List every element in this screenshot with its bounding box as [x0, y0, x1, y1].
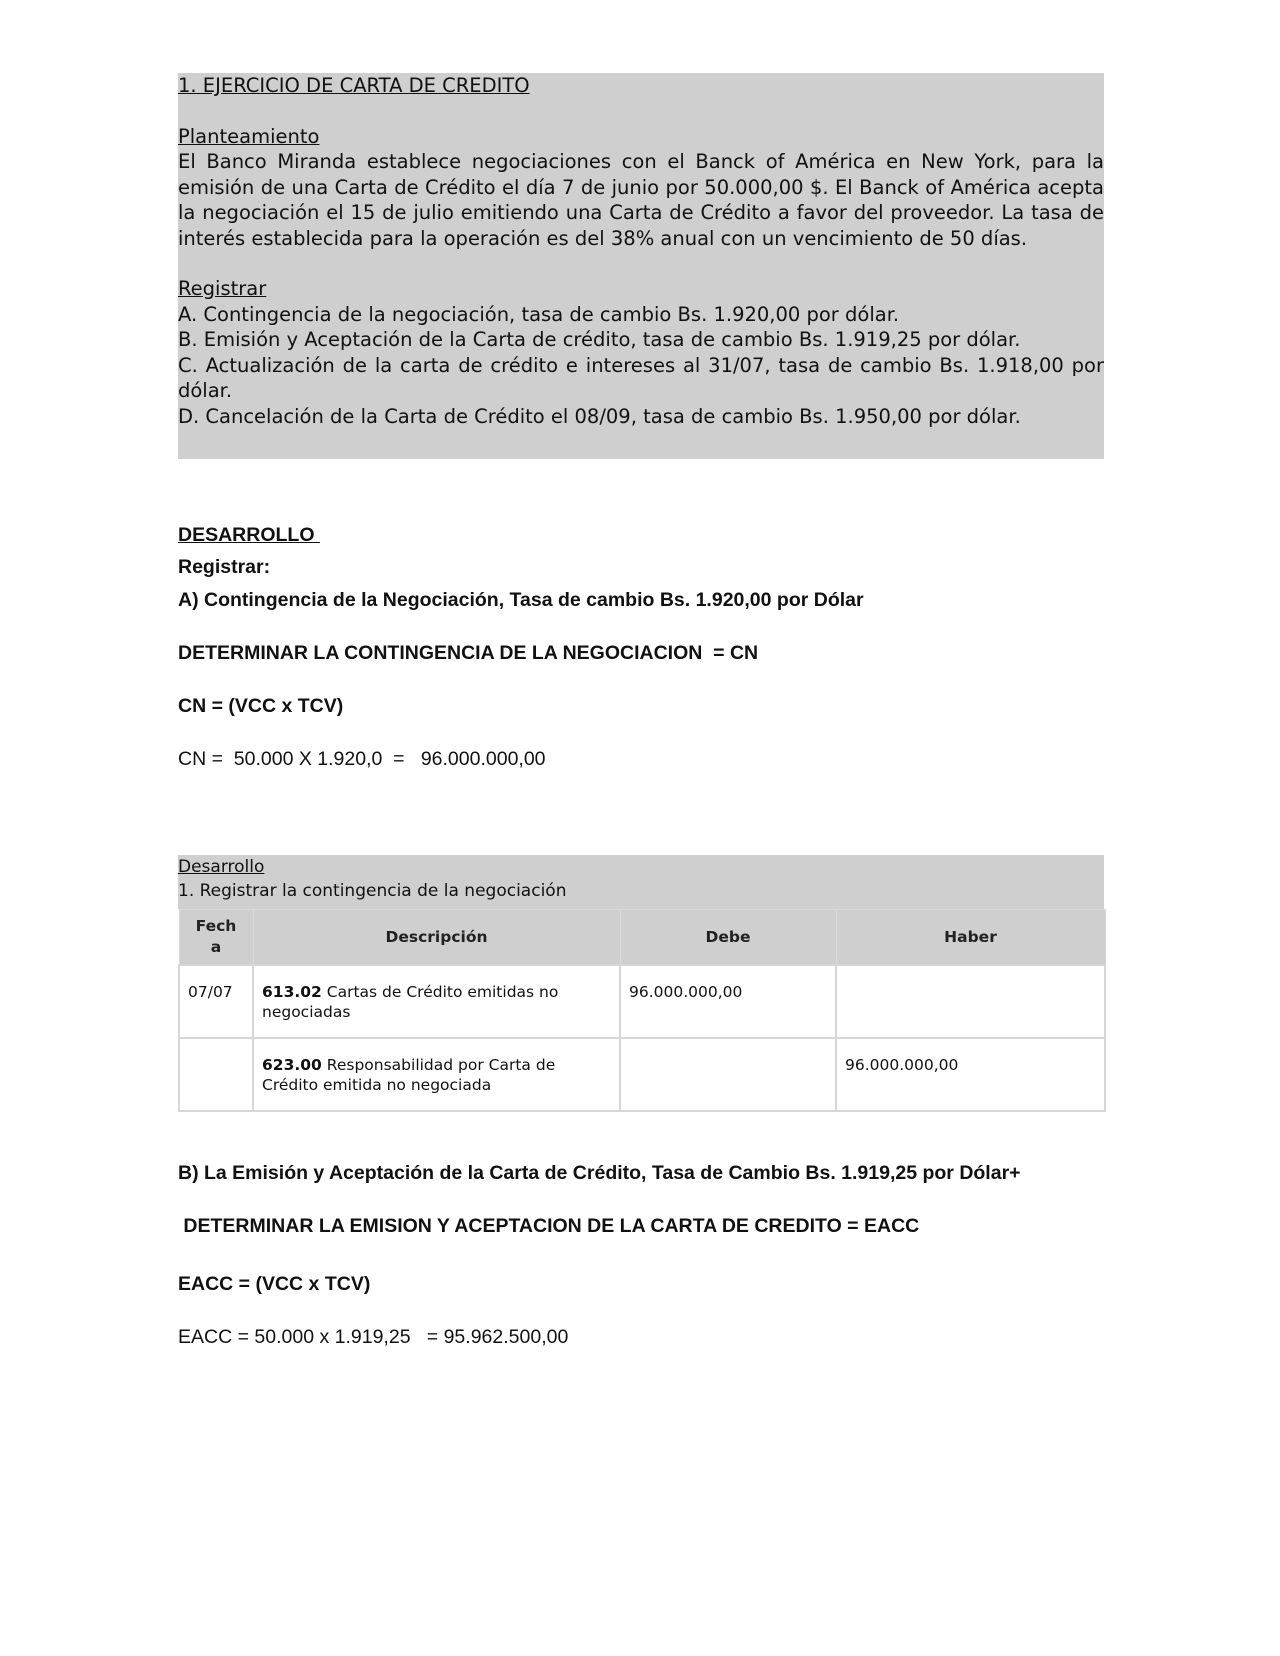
column-header-debit: Debe	[620, 910, 836, 966]
register-item-b: B. Emisión y Aceptación de la Carta de crédito, tasa de cambio Bs. 1.919,25 por dólar.	[178, 328, 1021, 351]
planteamiento-heading: Planteamiento	[178, 124, 320, 148]
cell-debit	[620, 1038, 836, 1111]
part-b-formula: EACC = (VCC x TCV)	[178, 1273, 371, 1295]
table-header-row	[179, 910, 1105, 966]
account-code: 613.02	[262, 983, 322, 1001]
part-b-title: B) La Emisión y Aceptación de la Carta de Crédito, Tasa de Cambio Bs. 1.919,25 por Dólar+	[178, 1162, 1021, 1184]
account-name: Responsabilidad por Carta de Crédito emitida no negociada	[262, 1056, 556, 1094]
table-row	[179, 965, 1105, 1038]
cell-credit	[836, 965, 1105, 1038]
cell-description	[253, 1038, 620, 1111]
desarrollo-heading: DESARROLLO	[178, 524, 320, 546]
cell-debit: 96.000.000,00	[620, 965, 836, 1038]
exercise-title: 1. EJERCICIO DE CARTA DE CREDITO	[178, 74, 530, 97]
journal-heading: Desarrollo	[178, 857, 265, 877]
part-a-formula: CN = (VCC x TCV)	[178, 695, 344, 717]
register-item-c: C. Actualización de la carta de crédito e intereses al 31/07, tasa de cambio Bs. 1.918,00 por dólar.	[178, 353, 1104, 402]
journal-subheading: 1. Registrar la contingencia de la negociación	[178, 881, 567, 901]
spacer	[178, 99, 1104, 124]
part-b-calculation: EACC = 50.000 x 1.919,25 = 95.962.500,00	[178, 1326, 569, 1348]
cell-date	[179, 1038, 253, 1111]
problem-statement-box	[178, 73, 1104, 459]
registrar-label: Registrar:	[178, 556, 271, 578]
column-header-credit: Haber	[836, 910, 1105, 966]
cell-description	[253, 965, 620, 1038]
table-row	[179, 1038, 1105, 1111]
cell-credit: 96.000.000,00	[836, 1038, 1105, 1111]
register-item-a: A. Contingencia de la negociación, tasa de cambio Bs. 1.920,00 por dólar.	[178, 302, 900, 326]
registrar-heading: Registrar	[178, 277, 267, 300]
part-a-determine: DETERMINAR LA CONTINGENCIA DE LA NEGOCIACION = CN	[178, 642, 759, 664]
part-a-calculation: CN = 50.000 X 1.920,0 = 96.000.000,00	[178, 748, 546, 770]
account-code: 623.00	[262, 1056, 322, 1074]
register-item-d: D. Cancelación de la Carta de Crédito el 08/09, tasa de cambio Bs. 1.950,00 por dólar.	[178, 404, 1021, 428]
part-a-title: A) Contingencia de la Negociación, Tasa de cambio Bs. 1.920,00 por Dólar	[178, 589, 864, 611]
column-header-date: Fech a	[179, 910, 253, 966]
journal-table	[178, 909, 1106, 1112]
spacer	[178, 251, 1104, 276]
part-b-determine: DETERMINAR LA EMISION Y ACEPTACION DE LA CARTA DE CREDITO = EACC	[178, 1215, 920, 1237]
journal-heading-box	[178, 855, 1104, 909]
column-header-description: Descripción	[253, 910, 620, 966]
cell-date: 07/07	[179, 965, 253, 1038]
problem-statement: El Banco Miranda establece negociaciones con el Banck of América en New York, para la emisión de una Carta de Crédito el día 7 de junio por 50.000,00 $. El Banck of América acepta la negociación el 15 de julio emitiendo una Carta de Crédito a favor del proveedor. La tasa de interés establecida para la operación es del 38% anual con un vencimiento de 50 días.	[178, 150, 1104, 250]
account-name: Cartas de Crédito emitidas no negociadas	[262, 983, 559, 1021]
